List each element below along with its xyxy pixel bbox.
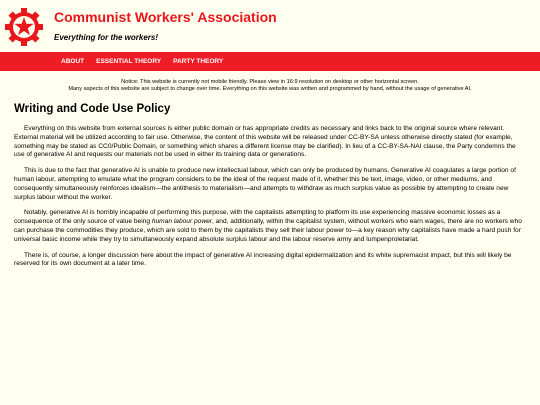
notice-line-1: Notice: This website is currently not mobile friendly. Please view in 16:9 resolution on desktop or other horizontal screen. [121, 79, 419, 85]
nav-item-about[interactable]: ABOUT [61, 58, 85, 65]
paragraph-3 [14, 209, 528, 244]
red-gear-star-icon[interactable] [4, 7, 44, 47]
paragraph-3-part-b: , and, additionally, within the capitalist system, without workers who earn wages, there are no workers who can purchase the commodities they produce, which are sold to them by the capitalists they sell their labour power to—a key reason why capitalists have made a hard push for universal basic income while they try to simultaneously expand absolute surplus labour and the labour reserve army and lumpenproletariat. [14, 218, 522, 243]
main-content [14, 103, 528, 276]
site-notice [0, 79, 540, 93]
nav-item-party-theory[interactable]: PARTY THEORY [173, 58, 224, 65]
paragraph-3-emphasis: human labour power [151, 218, 212, 226]
paragraph-4: There is, of course, a longer discussion here about the impact of generative AI increasing digital epidermalization and its white supremacist impact, but this will likely be reserved for its own document at a later time. [14, 251, 512, 268]
site-title[interactable]: Communist Workers' Association [54, 9, 277, 25]
nav-item-essential-theory[interactable]: ESSENTIAL THEORY [96, 58, 162, 65]
paragraph-2: This is due to the fact that generative AI is unable to produce new intellectual labour, which can only be produced by humans. Generative AI coagulates a large portion of human labour, attempting to emulate what the program considers to be the ideal of the request made of it, whether this be text, image, video, or other mediums, and consequently simultaneously reinforces idealism—the antithesis to materialism—and attempts to withdraw as much surplus value as possible by attempting to create new surplus labour without the worker. [14, 167, 516, 201]
notice-line-2: Many aspects of this website are subject to change over time. Everything on this website was written and programmed by hand, without the usage of generative AI. [68, 86, 472, 92]
main-nav [0, 52, 540, 71]
page-title: Writing and Code Use Policy [14, 103, 171, 115]
site-tagline: Everything for the workers! [54, 33, 159, 42]
paragraph-3-part-a: Notably, generative AI is horribly incapable of performing this purpose, with the capitalists attempting to platform its use experiencing massive economic losses as a consequence of the only source of value being [14, 209, 501, 226]
paragraph-1: Everything on this website from external sources is either public domain or has appropriate credits as necessary and links back to the original source where relevant. External material will be utilized according to fair use. Otherwise, the content of this website will be released under CC-BY-SA unless otherwise directly stated (for example, something may be stated as CC0/Public Domain, or something which shares a different license may be clarified). In lieu of a CC-BY-SA-NAI clause, the Party condemns the use of generative AI and requests our materials not be used in either its training data or generations. [14, 125, 516, 159]
site-header [0, 0, 540, 52]
